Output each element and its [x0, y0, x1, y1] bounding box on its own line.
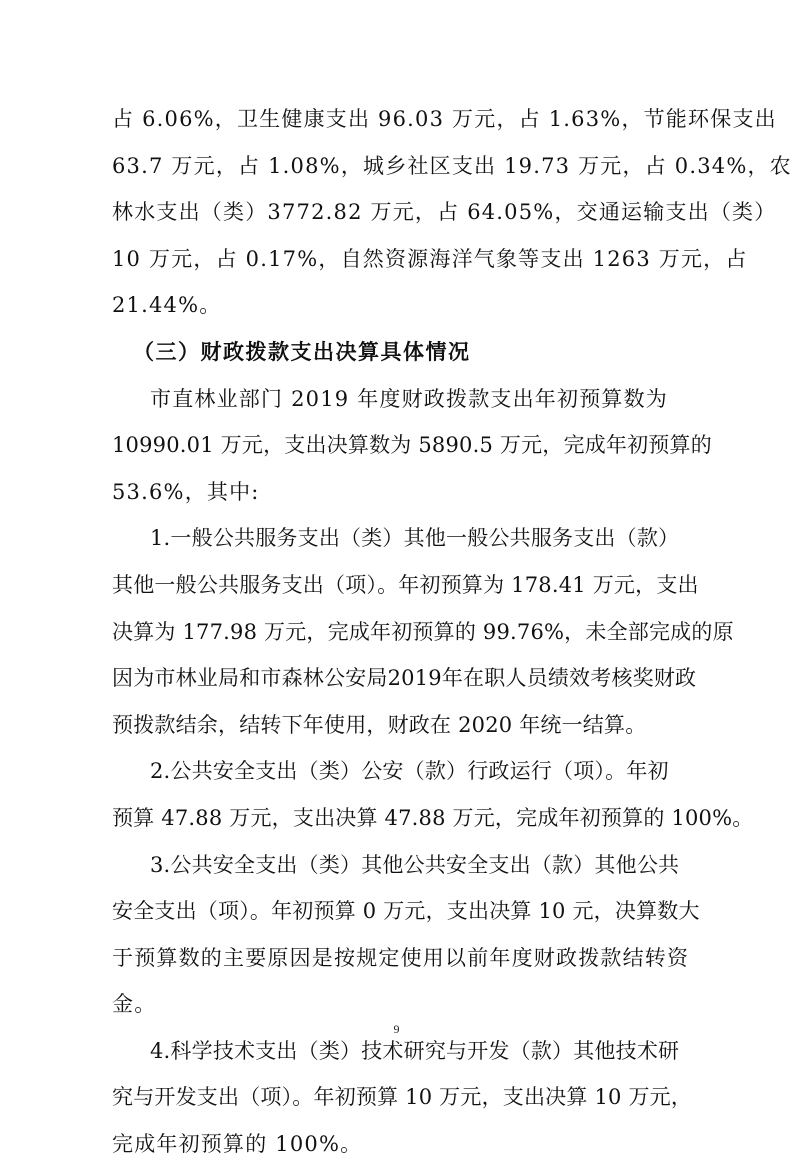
paragraph-line: 金。: [112, 992, 157, 1017]
list-item-heading: 1.一般公共服务支出（类）其他一般公共服务支出（款）: [150, 526, 680, 551]
paragraph-line: 预算 47.88 万元，支出决算 47.88 万元，完成年初预算的 100%。: [112, 805, 754, 830]
paragraph-line: 53.6%，其中:: [112, 479, 260, 504]
page-number: 9: [393, 1022, 400, 1036]
paragraph-line: 10990.01 万元，支出决算数为 5890.5 万元，完成年初预算的: [112, 433, 712, 458]
paragraph-line: 占 6.06%，卫生健康支出 96.03 万元，占 1.63%，节能环保支出: [112, 107, 777, 131]
paragraph-line: 完成年初预算的 100%。: [112, 1132, 363, 1157]
paragraph-line: 林水支出（类）3772.82 万元，占 64.05%，交通运输支出（类）: [112, 200, 777, 225]
paragraph-line: 10 万元，占 0.17%，自然资源海洋气象等支出 1263 万元，占: [112, 246, 748, 271]
paragraph-line: 63.7 万元，占 1.08%，城乡社区支出 19.73 万元，占 0.34%，农: [112, 153, 792, 178]
paragraph-line: 其他一般公共服务支出（项）。年初预算为 178.41 万元，支出: [112, 572, 699, 597]
paragraph-line: 安全支出（项）。年初预算 0 万元，支出决算 10 元，决算数大: [112, 899, 700, 924]
paragraph-line: 决算为 177.98 万元，完成年初预算的 99.76%，未全部完成的原: [112, 619, 734, 644]
list-item-heading: 4.科学技术支出（类）技术研究与开发（款）其他技术研: [150, 1038, 680, 1063]
paragraph-line: 究与开发支出（项）。年初预算 10 万元，支出决算 10 万元，: [112, 1085, 693, 1110]
body-text: [112, 96, 792, 1168]
paragraph-line: 于预算数的主要原因是按规定使用以前年度财政拨款结转资: [112, 945, 690, 970]
paragraph-line: 21.44%。: [112, 293, 222, 318]
section-heading: （三）财政拨款支出决算具体情况: [133, 338, 471, 364]
paragraph-line: 市直林业部门 2019 年度财政拨款支出年初预算数为: [150, 386, 668, 411]
list-item-heading: 3.公共安全支出（类）其他公共安全支出（款）其他公共: [150, 852, 680, 877]
paragraph-line: 因为市林业局和市森林公安局2019年在职人员绩效考核奖财政: [112, 666, 697, 691]
paragraph-line: 预拨款结余，结转下年使用，财政在 2020 年统一结算。: [112, 712, 647, 737]
list-item-heading: 2.公共安全支出（类）公安（款）行政运行（项）。年初: [150, 759, 669, 784]
